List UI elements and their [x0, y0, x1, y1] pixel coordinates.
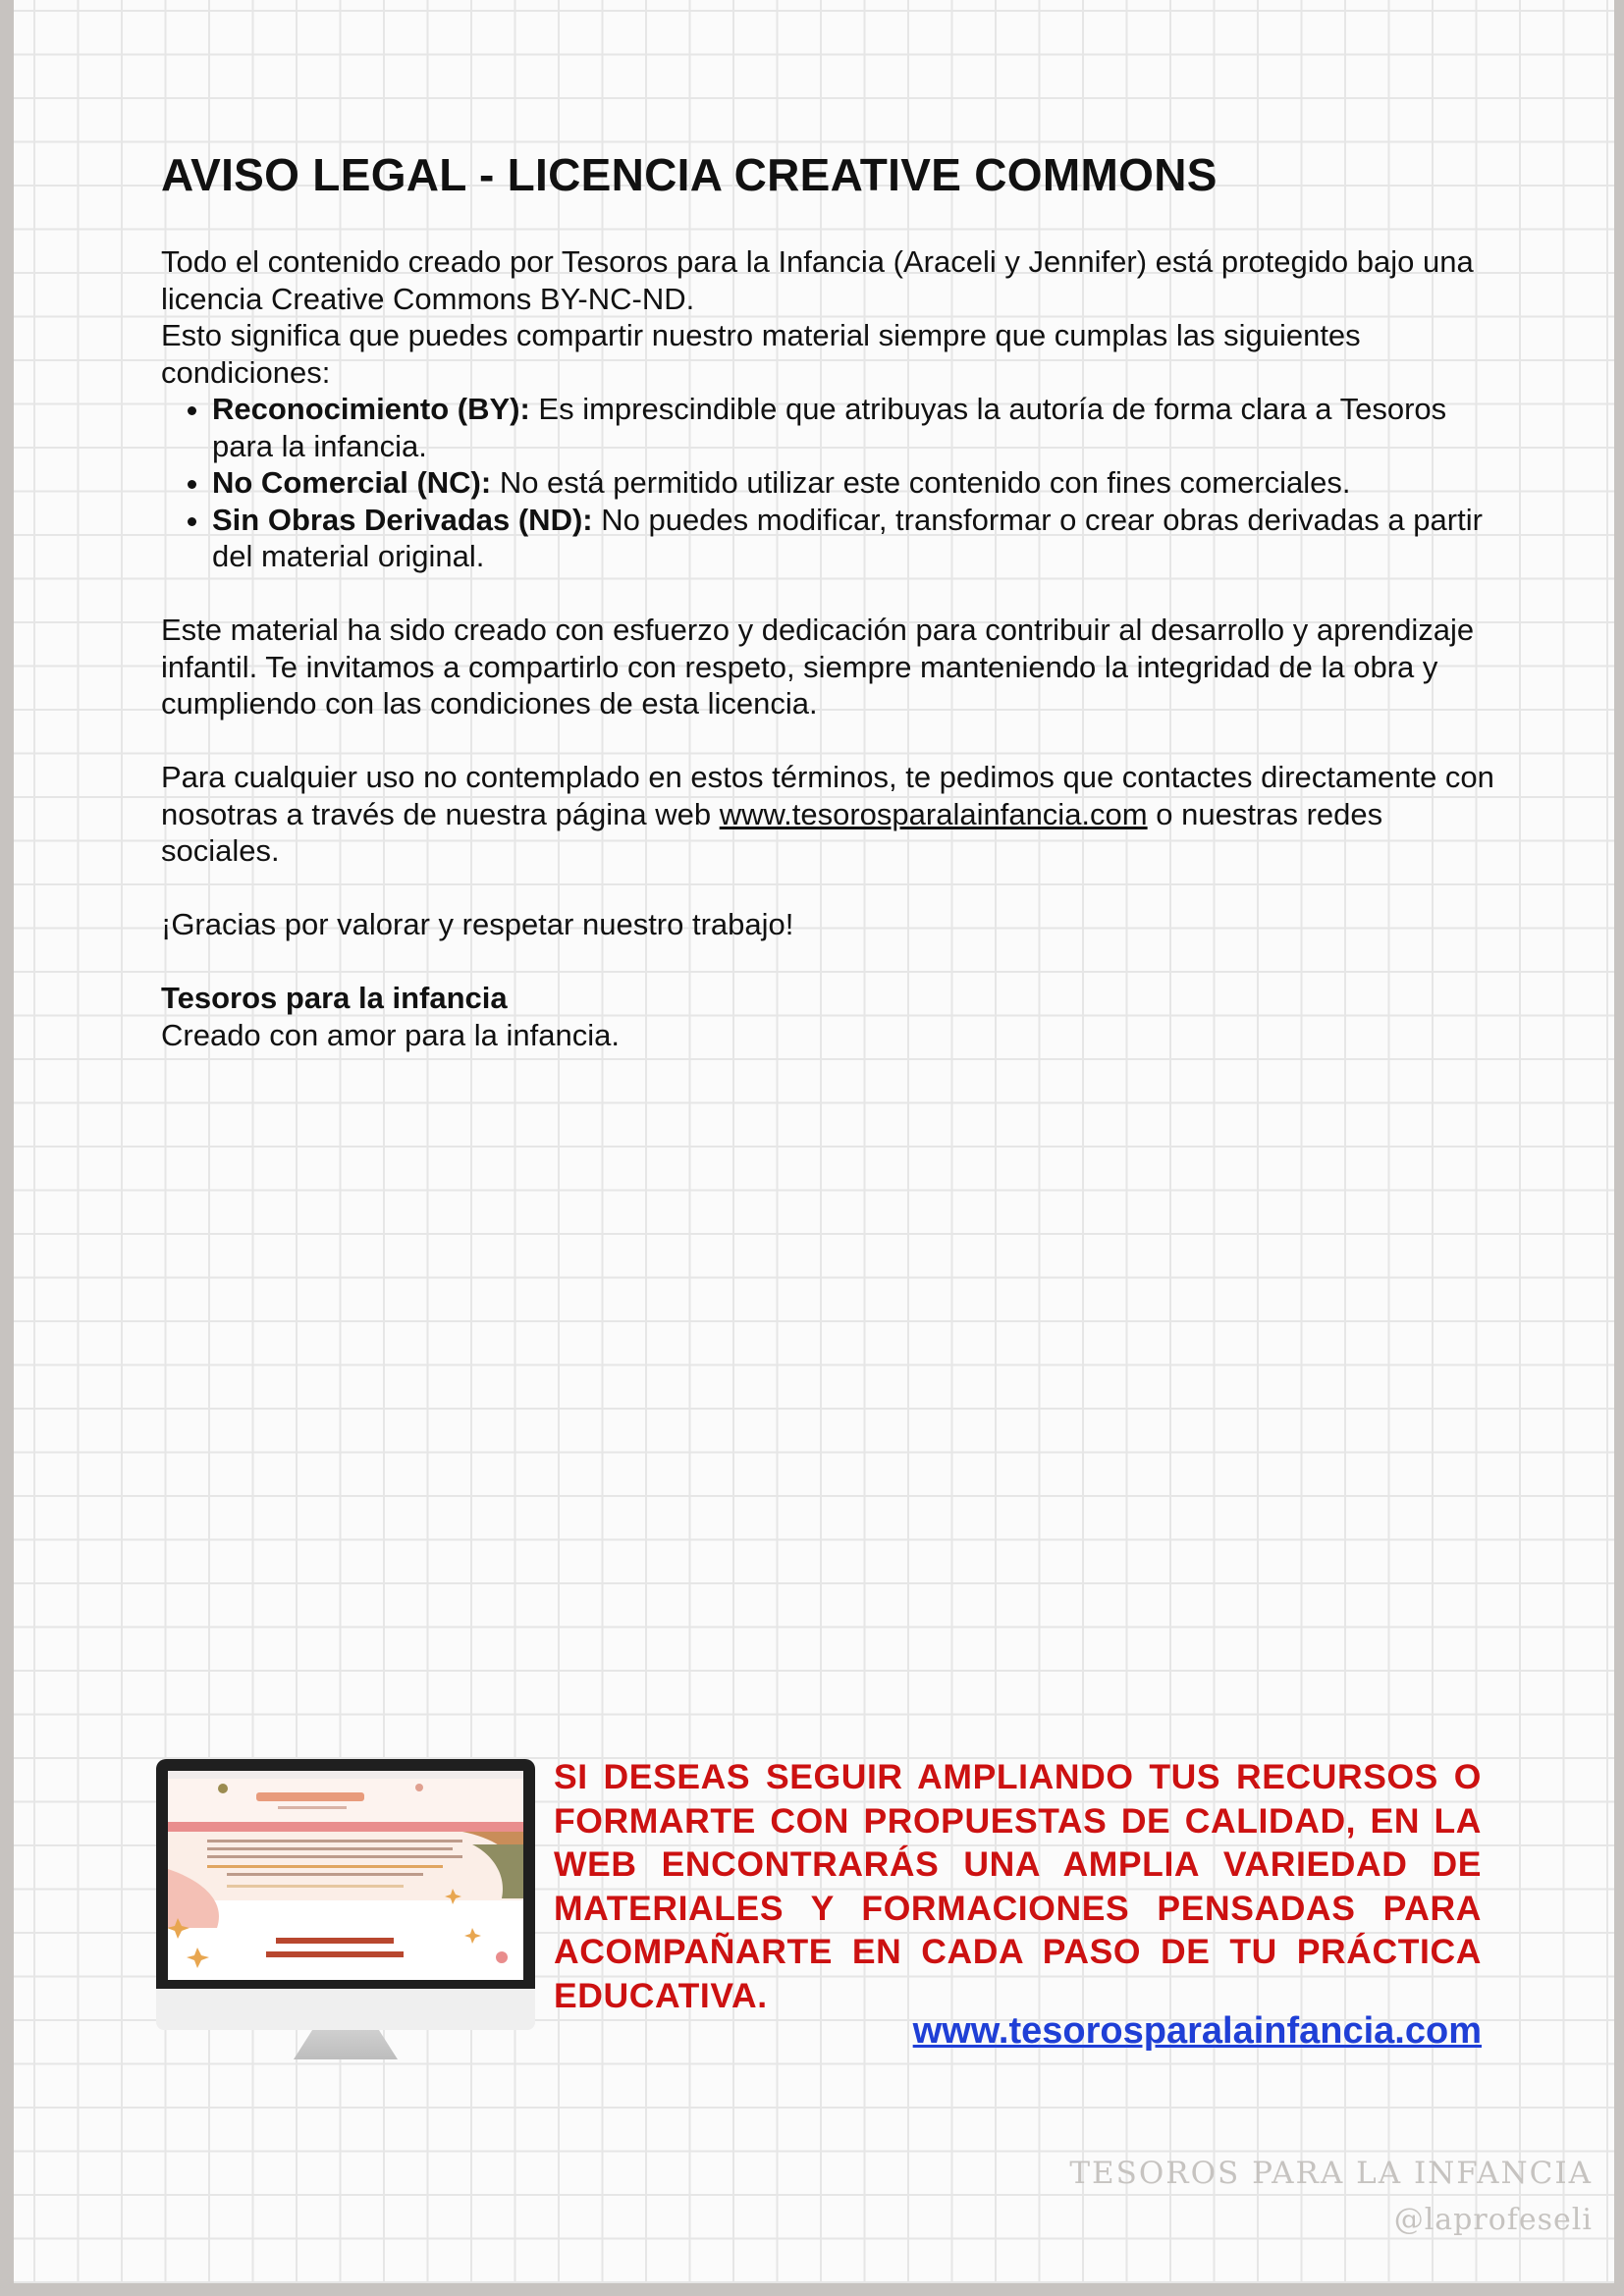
condition-text: Es imprescindible que atribuyas la autoría de forma clara a Tesoros para la infancia. [212, 392, 1447, 463]
list-item [212, 502, 1496, 575]
condition-text: No puedes modificar, transformar o crear obras derivadas a partir del material original. [212, 502, 1483, 573]
social-handle: @laprofeseli [1393, 2203, 1593, 2237]
conditions-list [161, 391, 1496, 575]
signature-name-text: Tesoros para la infancia [161, 981, 508, 1015]
paragraph-effort: Este material ha sido creado con esfuerzo y dedicación para contribuir al desarrollo y aprendizaje infantil. Te invitamos a compartirlo con respeto, siempre manteniendo la integridad de la obra y cumpliendo con las condiciones de esta licencia. [161, 613, 1475, 721]
list-item [212, 464, 1496, 502]
signature-name [161, 980, 1496, 1017]
monitor-frame [156, 1759, 535, 1989]
intro-line-1: Todo el contenido creado por Tesoros para la Infancia (Araceli y Jennifer) está protegido bajo una licencia Creative Commons BY-NC-ND. [161, 244, 1474, 316]
condition-term: No Comercial (NC): [212, 465, 492, 500]
brand-footer: TESOROS PARA LA INFANCIA [1069, 2156, 1593, 2191]
legal-notice [161, 147, 1496, 1053]
signature-tagline: Creado con amor para la infancia. [161, 1017, 620, 1052]
website-link[interactable]: www.tesorosparalainfancia.com [719, 796, 1148, 831]
contact-text: Para cualquier uso no contemplado en estos términos, te pedimos que contactes directamente con nosotras a través de nuestra página web [161, 760, 1494, 831]
monitor-stand [294, 2030, 398, 2059]
list-item [212, 391, 1496, 464]
contact-text-end: o nuestras redes sociales. [161, 796, 1383, 868]
condition-term: Reconocimiento (BY): [212, 392, 530, 426]
condition-text: No está permitido utilizar este contenido con fines comerciales. [491, 465, 1351, 500]
website-preview-monitor [156, 1759, 535, 2063]
website-screenshot [168, 1771, 523, 1980]
intro-line-2: Esto significa que puedes compartir nuestro material siempre que cumplas las siguientes condiciones: [161, 318, 1361, 390]
page-title: AVISO LEGAL - LICENCIA CREATIVE COMMONS [161, 149, 1218, 200]
monitor-chin [156, 1989, 535, 2030]
condition-term: Sin Obras Derivadas (ND): [212, 502, 593, 537]
promo-text: SI DESEAS SEGUIR AMPLIANDO TUS RECURSOS O FORMARTE CON PROPUESTAS DE CALIDAD, EN LA WEB ENCONTRARÁS UNA AMPLIA VARIEDAD DE MATERIALES Y FORMACIONES PENSADAS PARA ACOMPAÑARTE EN CADA PASO DE TU PRÁCTICA EDUCATIVA. [554, 1757, 1482, 2015]
thanks-text: ¡Gracias por valorar y respetar nuestro trabajo! [161, 907, 794, 941]
website-thumbnail-image [168, 1771, 523, 1980]
document-page [14, 0, 1614, 2283]
promo-website-link[interactable]: www.tesorosparalainfancia.com [912, 2010, 1482, 2052]
paragraph-contact [161, 759, 1496, 870]
